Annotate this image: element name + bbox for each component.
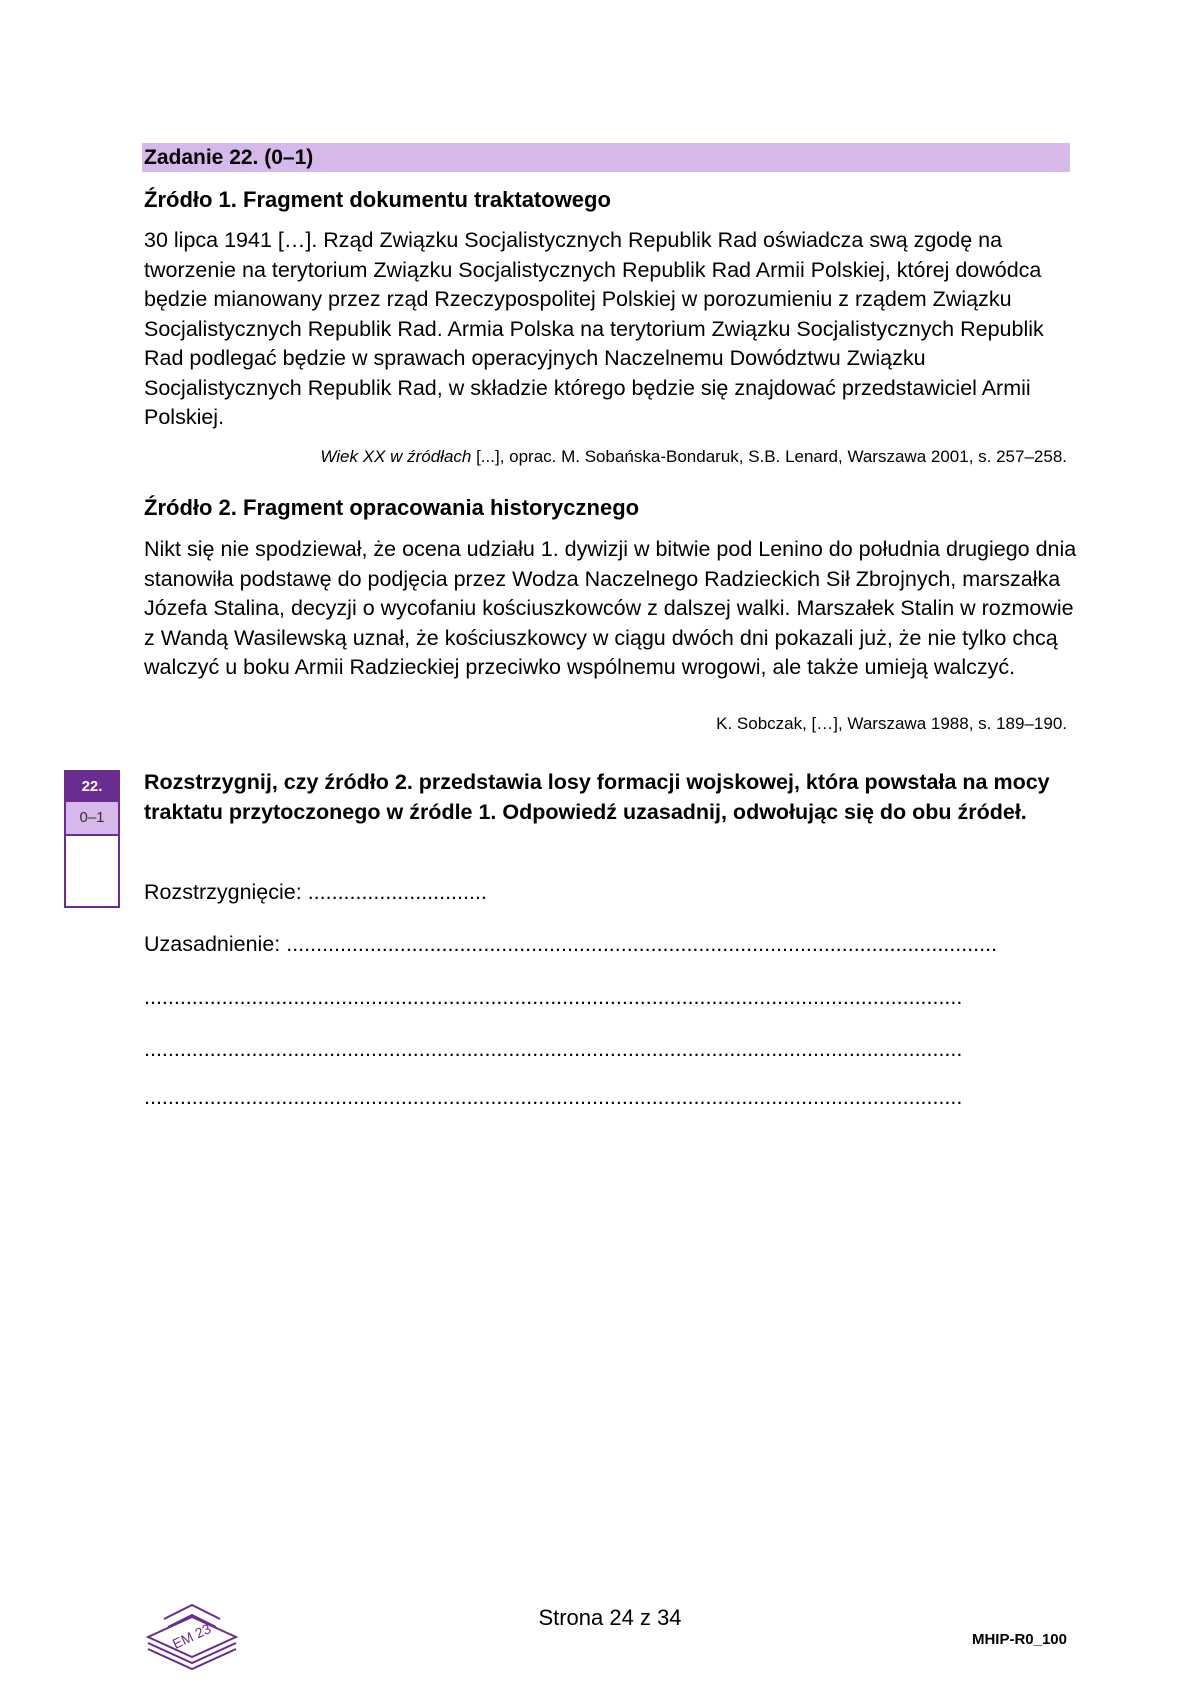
source2-text xyxy=(144,535,1079,683)
source1-citation xyxy=(320,446,1067,468)
source1-text xyxy=(144,226,1079,433)
answer-decision-line[interactable]: Rozstrzygnięcie: .............................. xyxy=(144,880,487,904)
score-box xyxy=(64,770,120,908)
answer-justification-line[interactable]: Uzasadnienie: ....................................................................................................................... xyxy=(144,932,998,956)
source2-citation: K. Sobczak, […], Warszawa 1988, s. 189–190. xyxy=(716,714,1067,733)
logo-text: EM 23 xyxy=(169,1620,214,1652)
score-entry-field[interactable] xyxy=(66,836,118,906)
answer-line-3[interactable]: ......................................................................................................................................... xyxy=(144,1037,963,1061)
source2-paragraph: Nikt się nie spodziewał, że ocena udziału 1. dywizji w bitwie pod Lenino do południa drugiego dnia stanowiła podstawę do podjęcia przez Wodza Naczelnego Radzieckich Sił Zbrojnych, marszałka Józefa Stalina, decyzji o wycofaniu kościuszkowców z dalszej walki. Marszałek Stalin w rozmowie z Wandą Wasilewską uznał, że kościuszkowcy w ciągu dwóch dni pokazali już, że nie tylko chcą walczyć u boku Armii Radzieckiej przeciwko wspólnemu wrogowi, ale także umieją walczyć. xyxy=(144,537,1077,679)
source2-title: Źródło 2. Fragment opracowania historycznego xyxy=(144,495,640,520)
answer-line-4[interactable]: ......................................................................................................................................... xyxy=(144,1085,963,1109)
score-range: 0–1 xyxy=(66,802,118,836)
answer-line-2[interactable]: ......................................................................................................................................... xyxy=(144,985,963,1009)
task-header: Zadanie 22. (0–1) xyxy=(142,143,1070,172)
source1-citation-rest: [...], oprac. M. Sobańska-Bondaruk, S.B. Lenard, Warszawa 2001, s. 257–258. xyxy=(471,447,1067,466)
page-number: Strona 24 z 34 xyxy=(538,1605,682,1630)
score-task-number: 22. xyxy=(66,772,118,802)
source1-citation-title: Wiek XX w źródłach xyxy=(320,447,472,466)
document-code: MHIP-R0_100 xyxy=(971,1631,1067,1648)
question-text: Rozstrzygnij, czy źródło 2. przedstawia losy formacji wojskowej, która powstała na mocy traktatu przytoczonego w źródle 1. Odpowiedź uzasadnij, odwołując się do obu źródeł. xyxy=(144,770,1050,824)
source1-paragraph: 30 lipca 1941 […]. Rząd Związku Socjalistycznych Republik Rad oświadcza swą zgodę na tworzenie na terytorium Związku Socjalistycznych Republik Rad Armii Polskiej, której dowódca będzie mianowany przez rząd Rzeczypospolitej Polskiej w porozumieniu z rządem Związku Socjalistycznych Republik Rad. Armia Polska na terytorium Związku Socjalistycznych Republik Rad podlegać będzie w sprawach operacyjnych Naczelnemu Dowództwu Związku Socjalistycznych Republik Rad, w składzie którego będzie się znajdować przedstawiciel Armii Polskiej. xyxy=(144,228,1044,429)
source1-title: Źródło 1. Fragment dokumentu traktatowego xyxy=(144,187,611,212)
